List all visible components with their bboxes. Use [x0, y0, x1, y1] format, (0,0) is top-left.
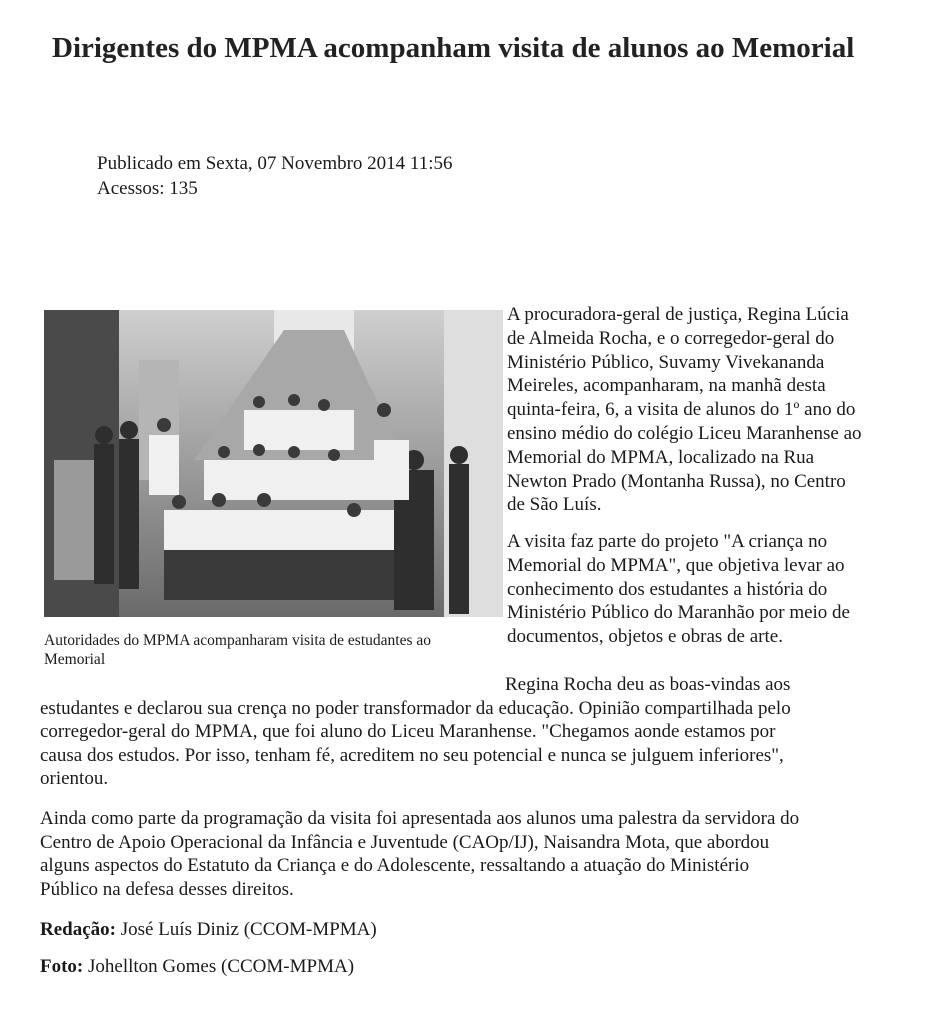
- paragraph-line: Ainda como parte da programação da visita foi apresentada aos alunos uma palestra da servidora do: [40, 808, 800, 829]
- paragraph-line: corregedor-geral do MPMA, que foi aluno do Liceu Maranhense. "Chegamos aonde estamos por: [40, 721, 776, 742]
- published-date: Publicado em Sexta, 07 Novembro 2014 11:56: [97, 153, 453, 174]
- paragraph-line: Memorial do MPMA", que objetiva levar ao: [507, 554, 845, 576]
- hits-count: Acessos: 135: [97, 178, 198, 199]
- paragraph-line: Público na defesa desses direitos.: [40, 878, 294, 900]
- paragraph-line: orientou.: [40, 768, 109, 789]
- paragraph-line: de Almeida Rocha, e o corregedor-geral do: [507, 327, 835, 349]
- paragraph-line: Meireles, acompanharam, na manhã desta: [507, 375, 826, 397]
- credit-redacao-label: Redação:: [40, 919, 116, 940]
- credit-foto: [40, 955, 354, 979]
- paragraph-line: estudantes e declarou sua crença no poder transformador da educação. Opinião compartilhada pelo: [40, 697, 791, 719]
- photo-caption-line: Autoridades do MPMA acompanharam visita de estudantes ao: [44, 632, 431, 649]
- paragraph-line: A procuradora-geral de justiça, Regina Lúcia: [507, 304, 849, 325]
- paragraph-line: Memorial do MPMA, localizado na Rua: [507, 446, 815, 468]
- paragraph-line: alguns aspectos do Estatuto da Criança e do Adolescente, ressaltando a atuação do Ministério: [40, 855, 750, 876]
- paragraph-line: Newton Prado (Montanha Russa), no Centro: [507, 470, 846, 492]
- paragraph-line: ensino médio do colégio Liceu Maranhense ao: [507, 423, 862, 444]
- credit-redacao: [40, 918, 377, 942]
- paragraph-line: de São Luís.: [507, 494, 602, 516]
- paragraph-line: causa dos estudos. Por isso, tenham fé, acreditem no seu potencial e nunca se julguem inferiores",: [40, 744, 784, 766]
- paragraph-line: quinta-feira, 6, a visita de alunos do 1º ano do: [507, 399, 856, 421]
- paragraph-line: Centro de Apoio Operacional da Infância e Juventude (CAOp/IJ), Naisandra Mota, que abordou: [40, 831, 770, 853]
- article-title: Dirigentes do MPMA acompanham visita de alunos ao Memorial: [52, 32, 855, 64]
- paragraph-line: documentos, objetos e obras de arte.: [507, 626, 783, 648]
- article-photo: [44, 310, 503, 617]
- credit-foto-value: Johellton Gomes (CCOM-MPMA): [83, 956, 355, 977]
- paragraph-line: Ministério Público do Maranhão por meio de: [507, 602, 850, 624]
- photo-caption-line: Memorial: [44, 651, 106, 668]
- paragraph-line: Ministério Público, Suvamy Vivekananda: [507, 351, 825, 373]
- credit-foto-label: Foto:: [40, 956, 84, 977]
- paragraph-line: Regina Rocha deu as boas-vindas aos: [505, 674, 791, 695]
- paragraph-line: conhecimento dos estudantes a história do: [507, 578, 828, 600]
- credit-redacao-value: José Luís Diniz (CCOM-MPMA): [115, 919, 377, 940]
- paragraph-line: A visita faz parte do projeto "A criança no: [507, 531, 828, 552]
